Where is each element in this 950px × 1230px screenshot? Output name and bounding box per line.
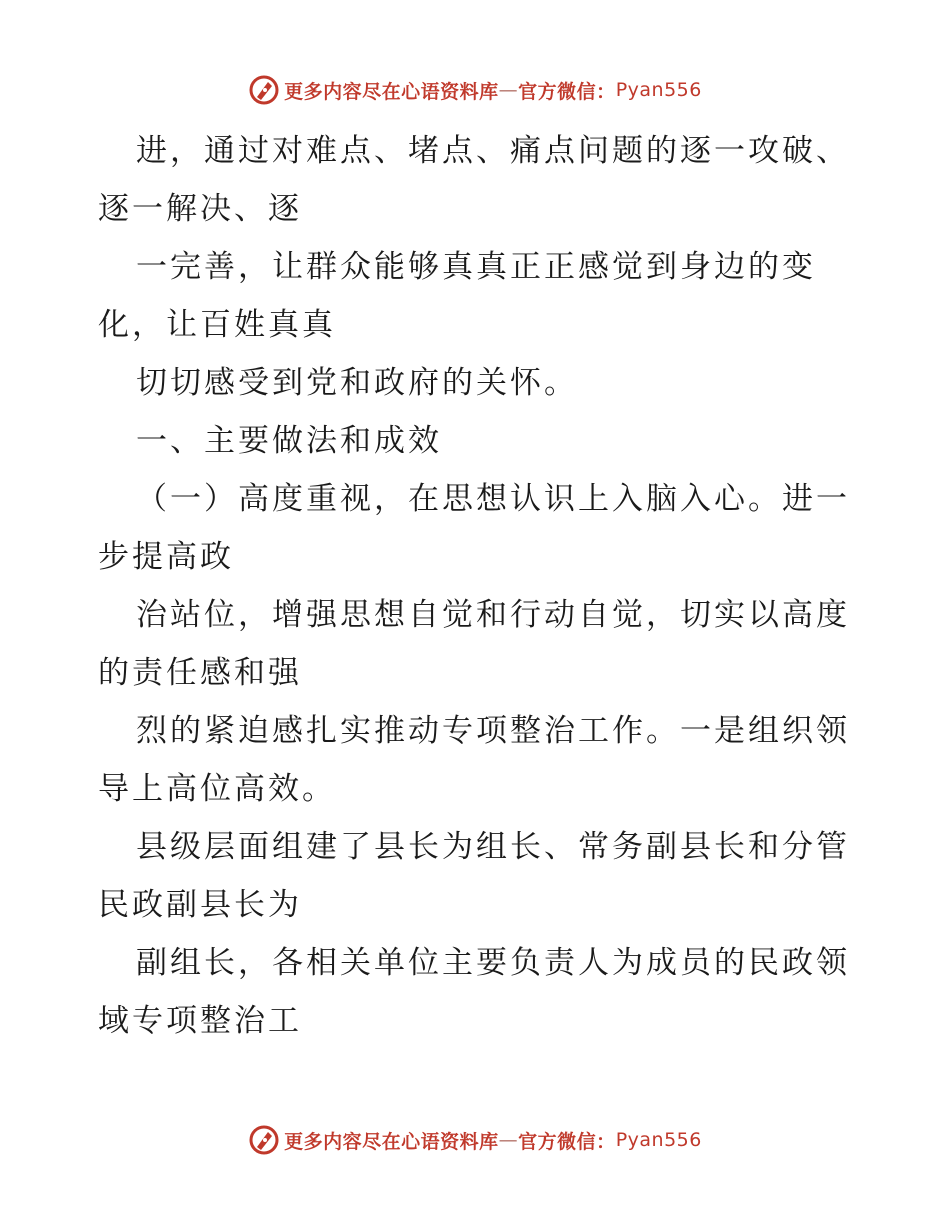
text-line: 步提高政	[98, 539, 234, 575]
text-line: 治站位，增强思想自觉和行动自觉，切实以高度	[136, 597, 850, 633]
text-line: 域专项整治工	[98, 1003, 302, 1039]
text-line: 导上高位高效。	[98, 771, 336, 807]
text-line: 进，通过对难点、堵点、痛点问题的逐一攻破、	[136, 133, 850, 169]
text-line: 民政副县长为	[98, 887, 302, 923]
document-body	[0, 122, 950, 1050]
text-line: 化，让百姓真真	[98, 307, 336, 343]
banner-wechat-id: Pyan556	[615, 79, 702, 101]
subsection-heading: （一）高度重视，在思想认识上入脑入心。进一	[136, 481, 850, 517]
pen-nib-circle-icon	[248, 74, 280, 106]
text-line: 一完善，让群众能够真真正正感觉到身边的变	[136, 249, 816, 285]
banner-wechat-id: Pyan556	[615, 1129, 702, 1151]
text-line: 切切感受到党和政府的关怀。	[136, 365, 578, 401]
text-line: 逐一解决、逐	[98, 191, 302, 227]
banner-library-text: 更多内容尽在心语资料库	[284, 1130, 499, 1153]
banner-wechat-label: 官方微信：	[518, 1130, 616, 1153]
text-line: 烈的紧迫感扎实推动专项整治工作。一是组织领	[136, 713, 850, 749]
header-banner	[0, 70, 950, 110]
text-line: 的责任感和强	[98, 655, 302, 691]
text-line: 县级层面组建了县长为组长、常务副县长和分管	[136, 829, 850, 865]
banner-library-text: 更多内容尽在心语资料库	[284, 80, 499, 103]
pen-nib-circle-icon	[248, 1124, 280, 1156]
section-heading: 一、主要做法和成效	[136, 423, 442, 459]
banner-wechat-label: 官方微信：	[518, 80, 616, 103]
banner-dash: —	[498, 1129, 519, 1151]
footer-banner	[0, 1120, 950, 1160]
banner-dash: —	[498, 79, 519, 101]
text-line: 副组长，各相关单位主要负责人为成员的民政领	[136, 945, 850, 981]
